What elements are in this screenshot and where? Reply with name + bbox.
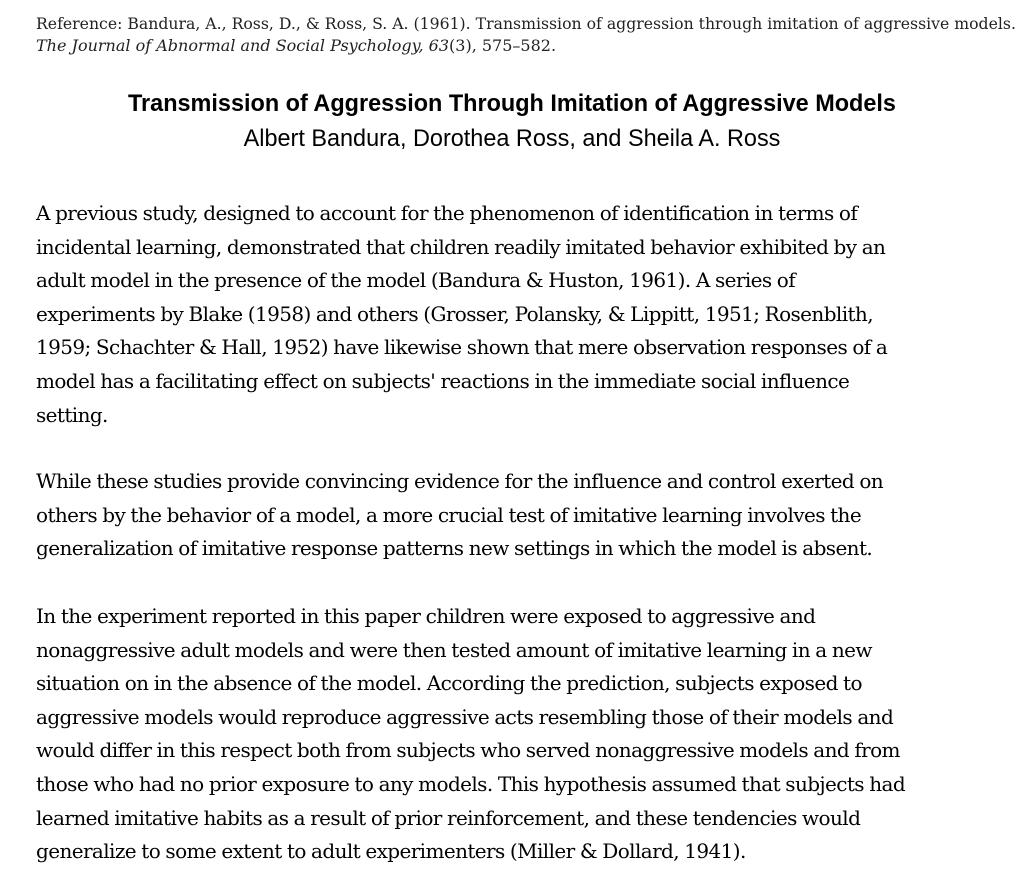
paragraph-line: aggressive models would reproduce aggressive acts resembling those of their models and bbox=[36, 704, 894, 729]
reference-journal: The Journal of Abnormal and Social Psychology, 63 bbox=[36, 36, 450, 55]
paragraph-2 bbox=[36, 465, 1016, 566]
paragraph-1 bbox=[36, 197, 1016, 432]
paper-title: Transmission of Aggression Through Imitation of Aggressive Models bbox=[128, 90, 896, 117]
reference-line-2 bbox=[36, 35, 1016, 57]
paragraph-line: would differ in this respect both from subjects who served nonaggressive models and from bbox=[36, 738, 900, 763]
paragraph-line: those who had no prior exposure to any models. This hypothesis assumed that subjects had bbox=[36, 771, 906, 796]
paragraph-line: generalization of imitative response patterns new settings in which the model is absent. bbox=[36, 536, 873, 561]
paragraph-line: experiments by Blake (1958) and others (Grosser, Polansky, & Lippitt, 1951; Rosenblith, bbox=[36, 301, 873, 326]
paragraph-line: In the experiment reported in this paper children were exposed to aggressive and bbox=[36, 604, 816, 628]
paragraph-line: situation on in the absence of the model. According the prediction, subjects exposed to bbox=[36, 671, 862, 696]
reference-line-1: Reference: Bandura, A., Ross, D., & Ross, S. A. (1961). Transmission of aggression through imitation of aggressive models. bbox=[36, 14, 1016, 33]
paragraph-line: others by the behavior of a model, a more crucial test of imitative learning involves the bbox=[36, 502, 862, 527]
paragraph-3 bbox=[36, 600, 1016, 869]
paragraph-line: learned imitative habits as a result of prior reinforcement, and these tendencies would bbox=[36, 805, 861, 830]
paper-authors: Albert Bandura, Dorothea Ross, and Sheila A. Ross bbox=[243, 125, 781, 152]
paragraph-line: nonaggressive adult models and were then tested amount of imitative learning in a new bbox=[36, 637, 872, 662]
paragraph-line: incidental learning, demonstrated that children readily imitated behavior exhibited by an bbox=[36, 234, 886, 259]
reference-issue-pages: (3), 575–582. bbox=[449, 36, 557, 55]
paragraph-line: 1959; Schachter & Hall, 1952) have likewise shown that mere observation responses of a bbox=[36, 335, 888, 360]
paragraph-line: While these studies provide convincing evidence for the influence and control exerted on bbox=[36, 469, 884, 493]
paragraph-line: adult model in the presence of the model (Bandura & Huston, 1961). A series of bbox=[36, 268, 796, 293]
paragraph-line: setting. bbox=[36, 402, 108, 427]
paragraph-line: model has a facilitating effect on subjects' reactions in the immediate social influence bbox=[36, 368, 850, 393]
paragraph-line: generalize to some extent to adult experimenters (Miller & Dollard, 1941). bbox=[36, 839, 746, 864]
reference-citation bbox=[36, 13, 1016, 57]
paragraph-line: A previous study, designed to account for the phenomenon of identification in terms of bbox=[36, 201, 858, 225]
